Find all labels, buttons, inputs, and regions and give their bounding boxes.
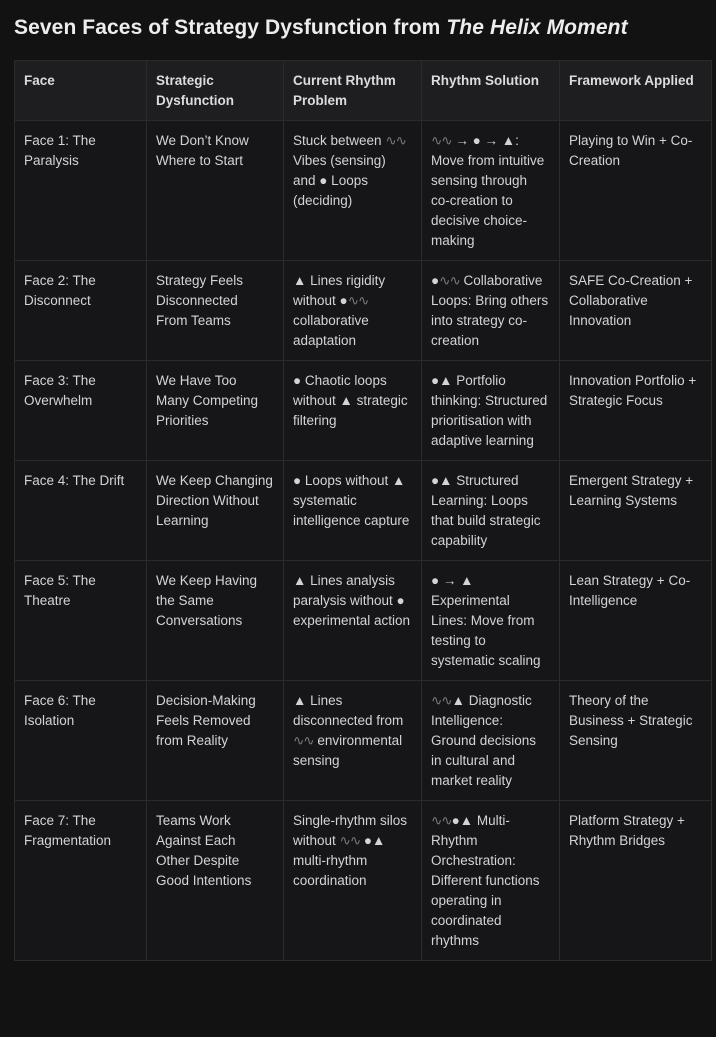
- cell-framework: Playing to Win + Co-Creation: [560, 121, 712, 261]
- wave-icon: ∿∿: [439, 273, 460, 288]
- cell-problem: Single-rhythm silos without ∿∿ ●▲ multi-rhythm coordination: [284, 801, 422, 961]
- page-title-book-name: The Helix Moment: [446, 16, 628, 39]
- cell-dysfunction: Decision-Making Feels Removed from Reality: [147, 681, 284, 801]
- cell-framework: Innovation Portfolio + Strategic Focus: [560, 361, 712, 461]
- col-header-framework-applied: Framework Applied: [560, 61, 712, 121]
- col-header-strategic-dysfunction: Strategic Dysfunction: [147, 61, 284, 121]
- cell-solution: ∿∿▲ Diagnostic Intelligence: Ground decisions in cultural and market reality: [422, 681, 560, 801]
- cell-framework: Lean Strategy + Co-Intelligence: [560, 561, 712, 681]
- table-row: [15, 121, 712, 261]
- table-row: [15, 681, 712, 801]
- table-row: [15, 801, 712, 961]
- cell-framework: Platform Strategy + Rhythm Bridges: [560, 801, 712, 961]
- cell-problem: ▲ Lines analysis paralysis without ● experimental action: [284, 561, 422, 681]
- wave-icon: ∿∿: [431, 133, 452, 148]
- cell-problem: Stuck between ∿∿ Vibes (sensing) and ● Loops (deciding): [284, 121, 422, 261]
- col-header-current-rhythm-problem: Current Rhythm Problem: [284, 61, 422, 121]
- cell-dysfunction: We Have Too Many Competing Priorities: [147, 361, 284, 461]
- cell-dysfunction: We Don’t Know Where to Start: [147, 121, 284, 261]
- cell-solution: ∿∿●▲ Multi-Rhythm Orchestration: Different functions operating in coordinated rhythms: [422, 801, 560, 961]
- cell-face: Face 2: The Disconnect: [15, 261, 147, 361]
- cell-framework: Theory of the Business + Strategic Sensing: [560, 681, 712, 801]
- cell-problem: ● Chaotic loops without ▲ strategic filtering: [284, 361, 422, 461]
- cell-solution: ●∿∿ Collaborative Loops: Bring others into strategy co-creation: [422, 261, 560, 361]
- wave-icon: ∿∿: [385, 133, 406, 148]
- table-header-row: [15, 61, 712, 121]
- cell-problem: ▲ Lines disconnected from ∿∿ environmental sensing: [284, 681, 422, 801]
- col-header-face: Face: [15, 61, 147, 121]
- wave-icon: ∿∿: [293, 733, 314, 748]
- cell-face: Face 7: The Fragmentation: [15, 801, 147, 961]
- page-title-text: Seven Faces of Strategy Dysfunction from: [14, 16, 447, 39]
- table-row: [15, 461, 712, 561]
- table-row: [15, 261, 712, 361]
- table-row: [15, 361, 712, 461]
- cell-problem: ▲ Lines rigidity without ●∿∿ collaborative adaptation: [284, 261, 422, 361]
- cell-dysfunction: Strategy Feels Disconnected From Teams: [147, 261, 284, 361]
- cell-face: Face 3: The Overwhelm: [15, 361, 147, 461]
- cell-dysfunction: We Keep Changing Direction Without Learning: [147, 461, 284, 561]
- table-row: [15, 561, 712, 681]
- wave-icon: ∿∿: [431, 693, 452, 708]
- cell-solution: ●▲ Structured Learning: Loops that build strategic capability: [422, 461, 560, 561]
- cell-face: Face 4: The Drift: [15, 461, 147, 561]
- cell-problem: ● Loops without ▲ systematic intelligence capture: [284, 461, 422, 561]
- cell-solution: ●▲ Portfolio thinking: Structured prioritisation with adaptive learning: [422, 361, 560, 461]
- wave-icon: ∿∿: [347, 293, 369, 308]
- cell-face: Face 6: The Isolation: [15, 681, 147, 801]
- dysfunction-table: [14, 60, 712, 961]
- page-title: [14, 15, 716, 41]
- cell-face: Face 1: The Paralysis: [15, 121, 147, 261]
- cell-solution: ∿∿ → ● → ▲: Move from intuitive sensing through co-creation to decisive choice-making: [422, 121, 560, 261]
- cell-face: Face 5: The Theatre: [15, 561, 147, 681]
- cell-solution: ● → ▲ Experimental Lines: Move from testing to systematic scaling: [422, 561, 560, 681]
- cell-dysfunction: We Keep Having the Same Conversations: [147, 561, 284, 681]
- cell-framework: SAFE Co-Creation + Collaborative Innovation: [560, 261, 712, 361]
- wave-icon: ∿∿: [431, 813, 452, 828]
- cell-dysfunction: Teams Work Against Each Other Despite Good Intentions: [147, 801, 284, 961]
- cell-framework: Emergent Strategy + Learning Systems: [560, 461, 712, 561]
- wave-icon: ∿∿: [339, 833, 361, 848]
- col-header-rhythm-solution: Rhythm Solution: [422, 61, 560, 121]
